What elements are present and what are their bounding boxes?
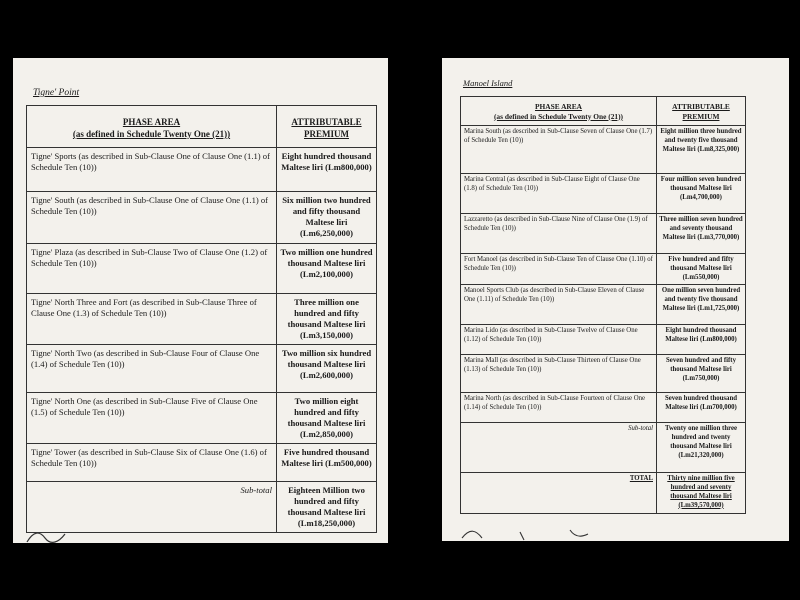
subtotal-label: Sub-total <box>461 423 657 473</box>
phase-description: Marina Central (as described in Sub-Clause Eight of Clause One (1.8) of Schedule Ten (10)) <box>461 174 657 214</box>
table-row <box>461 174 746 214</box>
premium-value: Seven hundred thousand Maltese liri (Lm700,000) <box>657 393 746 423</box>
subtotal-value: Eighteen Million two hundred and fifty thousand Maltese liri (Lm18,250,000) <box>277 482 377 533</box>
phase-description: Tigne' Tower (as described in Sub-Clause Six of Clause One (1.6) of Schedule Ten (10)) <box>27 444 277 482</box>
premium-value: Eight hundred thousand Maltese liri (Lm800,000) <box>277 148 377 192</box>
subtotal-label: Sub-total <box>27 482 277 533</box>
header-phase-area <box>27 106 277 148</box>
premium-value: Two million eight hundred and fifty thousand Maltese liri (Lm2,850,000) <box>277 393 377 444</box>
phase-description: Fort Manoel (as described in Sub-Clause Ten of Clause One (1.10) of Schedule Ten (10)) <box>461 254 657 285</box>
header-phase-title: PHASE AREA <box>534 102 583 111</box>
premium-value: Eight hundred thousand Maltese liri (Lm800,000) <box>657 325 746 355</box>
premium-value: Eight million three hundred and twenty five thousand Maltese liri (Lm8,325,000) <box>657 126 746 174</box>
phase-description: Manoel Sports Club (as described in Sub-Clause Eleven of Clause One (1.11) of Schedule Ten (10)) <box>461 285 657 325</box>
table-row <box>27 393 377 444</box>
header-phase-area <box>461 97 657 126</box>
phase-description: Tigne' South (as described in Sub-Clause One of Clause One (1.1) of Schedule Ten (10)) <box>27 192 277 244</box>
phase-description: Tigne' North One (as described in Sub-Clause Five of Clause One (1.5) of Schedule Ten (10)) <box>27 393 277 444</box>
total-label: TOTAL <box>461 473 657 513</box>
header-attributable-premium: ATTRIBUTABLE PREMIUM <box>657 97 746 126</box>
phase-description: Marina Lido (as described in Sub-Clause Twelve of Clause One (1.12) of Schedule Ten (10)) <box>461 325 657 355</box>
table-row <box>461 393 746 423</box>
handwritten-signature-mark <box>25 528 105 544</box>
total-value: Thirty nine million five hundred and seventy thousand Maltese liri (Lm39,570,000) <box>657 473 746 513</box>
header-attributable-premium: ATTRIBUTABLE PREMIUM <box>277 106 377 148</box>
premium-value: Three million seven hundred and seventy thousand Maltese liri (Lm3,770,000) <box>657 214 746 254</box>
premium-value: Two million one hundred thousand Maltese liri (Lm2,100,000) <box>277 244 377 294</box>
table-row <box>27 192 377 244</box>
total-row <box>461 473 746 513</box>
premium-value: Five hundred thousand Maltese liri (Lm500,000) <box>277 444 377 482</box>
table-row <box>27 345 377 393</box>
header-phase-subtitle: (as defined in Schedule Twenty One (21)) <box>72 129 231 139</box>
phase-description: Marina North (as described in Sub-Clause Fourteen of Clause One (1.14) of Schedule Ten (10)) <box>461 393 657 423</box>
table-header-row <box>461 97 746 126</box>
phase-description: Marina Mall (as described in Sub-Clause Thirteen of Clause One (1.13) of Schedule Ten (10)) <box>461 355 657 393</box>
premium-value: Seven hundred and fifty thousand Maltese liri (Lm750,000) <box>657 355 746 393</box>
table-row <box>27 444 377 482</box>
premium-table-manoel <box>460 96 746 514</box>
premium-value: One million seven hundred and twenty five thousand Maltese liri (Lm1,725,000) <box>657 285 746 325</box>
subtotal-row <box>27 482 377 533</box>
subtotal-row <box>461 423 746 473</box>
table-row <box>27 244 377 294</box>
table-row <box>461 355 746 393</box>
table-row <box>27 294 377 345</box>
phase-description: Tigne' Sports (as described in Sub-Clause One of Clause One (1.1) of Schedule Ten (10)) <box>27 148 277 192</box>
table-row <box>461 126 746 174</box>
phase-description: Lazzaretto (as described in Sub-Clause Nine of Clause One (1.9) of Schedule Ten (10)) <box>461 214 657 254</box>
table-header-row <box>27 106 377 148</box>
document-page-right <box>442 58 789 541</box>
premium-value: Three million one hundred and fifty thousand Maltese liri (Lm3,150,000) <box>277 294 377 345</box>
phase-description: Marina South (as described in Sub-Clause Seven of Clause One (1.7) of Schedule Ten (10)) <box>461 126 657 174</box>
section-title-tigne-point: Tigne' Point <box>33 88 80 98</box>
phase-description: Tigne' North Three and Fort (as described in Sub-Clause Three of Clause One (1.3) of Schedule Ten (10)) <box>27 294 277 345</box>
section-title-manoel-island: Manoel Island <box>463 78 513 88</box>
table-row <box>461 214 746 254</box>
document-page-left <box>13 58 388 543</box>
premium-value: Five hundred and fifty thousand Maltese liri (Lm550,000) <box>657 254 746 285</box>
table-row <box>461 325 746 355</box>
table-row <box>461 254 746 285</box>
subtotal-value: Twenty one million three hundred and twenty thousand Maltese liri (Lm21,320,000) <box>657 423 746 473</box>
premium-value: Four million seven hundred thousand Maltese liri (Lm4,700,000) <box>657 174 746 214</box>
header-phase-title: PHASE AREA <box>122 117 181 127</box>
premium-table-tigne <box>26 105 377 533</box>
table-row <box>27 148 377 192</box>
premium-value: Six million two hundred and fifty thousand Maltese liri (Lm6,250,000) <box>277 192 377 244</box>
premium-value: Two million six hundred thousand Maltese liri (Lm2,600,000) <box>277 345 377 393</box>
table-row <box>461 285 746 325</box>
phase-description: Tigne' Plaza (as described in Sub-Clause Two of Clause One (1.2) of Schedule Ten (10)) <box>27 244 277 294</box>
phase-description: Tigne' North Two (as described in Sub-Clause Four of Clause One (1.4) of Schedule Ten (10)) <box>27 345 277 393</box>
handwritten-signature-mark <box>460 526 620 542</box>
header-phase-subtitle: (as defined in Schedule Twenty One (21)) <box>493 111 624 121</box>
